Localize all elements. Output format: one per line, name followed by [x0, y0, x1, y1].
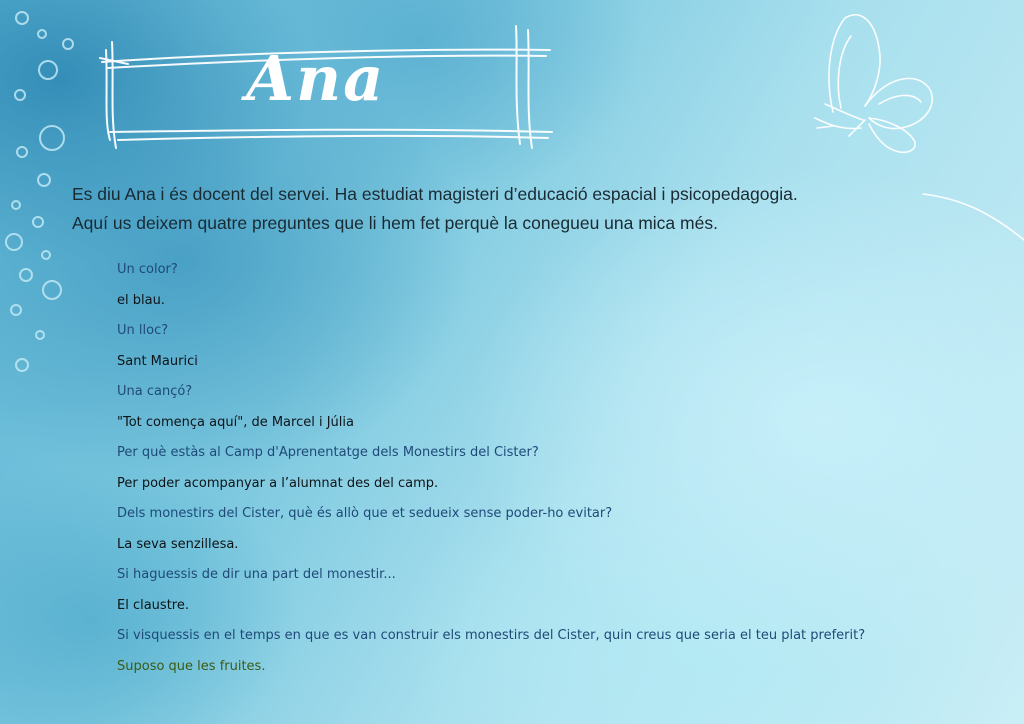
intro-line-2: Aquí us deixem quatre preguntes que li hem fet perquè la conegueu una mica més.: [72, 213, 718, 233]
page-title: Ana: [246, 42, 386, 115]
answer-2: Sant Maurici: [117, 353, 198, 369]
question-6: Si haguessis de dir una part del monestir...: [117, 567, 396, 582]
answer-7: Suposo que les fruites.: [117, 658, 266, 674]
question-4: Per què estàs al Camp d'Aprenentatge dels Monestirs del Cister?: [117, 445, 539, 460]
question-2: Un lloc?: [117, 323, 169, 338]
question-1: Un color?: [117, 262, 178, 277]
answer-4: Per poder acompanyar a l’alumnat des del camp.: [117, 475, 439, 491]
question-7: Si visquessis en el temps en que es van construir els monestirs del Cister, quin creus que seria el teu plat preferit?: [117, 628, 866, 643]
question-5: Dels monestirs del Cister, què és allò que et sedueix sense poder-ho evitar?: [117, 506, 613, 521]
question-3: Una cançó?: [117, 384, 193, 399]
answer-5: La seva senzillesa.: [117, 536, 239, 552]
intro-line-1: Es diu Ana i és docent del servei. Ha estudiat magisteri d’educació espacial i psicopedagogia.: [72, 184, 798, 204]
intro-text: [72, 180, 972, 238]
qa-list: [117, 255, 997, 682]
answer-3: "Tot comença aquí", de Marcel i Júlia: [117, 414, 354, 430]
answer-6: El claustre.: [117, 597, 189, 613]
answer-1: el blau.: [117, 292, 165, 308]
